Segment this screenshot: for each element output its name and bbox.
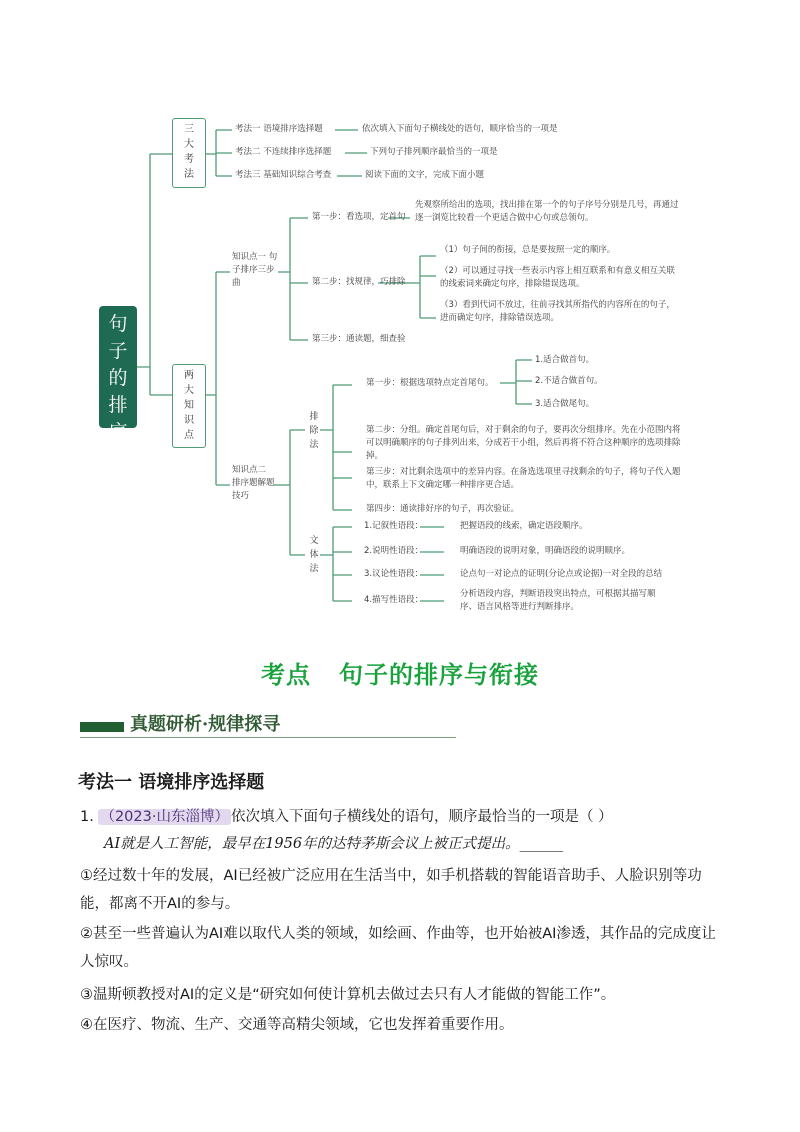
paichu-step2: 第二步：分组。确定首尾句后，对于剩余的句子，要再次分组排序。先在小范围内将可以明确顺序的句子排列出来，分成若干小组，然后再将不符合这种顺序的选项排除掉。 [366, 425, 681, 461]
kp1-label: 知识点一 句子排序三步曲 [232, 252, 278, 288]
wenti-label [307, 534, 321, 576]
question-stem: AI就是人工智能，最早在1956年的达特茅斯会议上被正式提出。______ [104, 836, 564, 852]
method3-desc: 阅读下面的文字，完成下面小题 [365, 170, 485, 180]
method3-name: 考法三 基础知识综合考查 [235, 170, 332, 180]
question-source: （2023·山东淄博） [100, 809, 229, 825]
label-char: 法 [309, 440, 319, 450]
label-char: 除 [309, 426, 319, 436]
title-part: 句子的排序与衔接 [339, 661, 539, 689]
wenti-item-name: 4.描写性语段： [364, 595, 424, 605]
wenti-item-desc: 明确语段的说明对象，明确语段的说明顺序。 [460, 546, 631, 556]
paichu-step3: 第三步：对比剩余选项中的差异内容。在备选选项里寻找剩余的句子，将句子代入题中，联系上下文确定哪一种排序更合适。 [366, 467, 681, 490]
root-char: 句 [108, 313, 128, 335]
label-char: 文 [309, 536, 319, 546]
root-char: 序 [108, 421, 128, 443]
branch-char: 三 [184, 124, 194, 135]
branch-char: 知 [184, 400, 194, 411]
option-1: ①经过数十年的发展，AI已经被广泛应用在生活当中，如手机搭载的智能语音助手、人脸识别等功能，都离不开AI的参与。 [80, 868, 702, 912]
label-char: 法 [309, 564, 319, 574]
branch-char: 识 [184, 415, 194, 426]
kp1-step2-note: （3）看到代词不放过，往前寻找其所指代的内容所在的句子，进而确定句序，排除错误选项。 [440, 300, 675, 323]
paichu-step1-sub: 2.不适合做首句。 [535, 376, 603, 386]
kp1-step1-desc: 先观察所给出的选项，找出排在第一个的句子序号分别是几号，再通过逐一浏览比较看一个更适合做中心句或总领句。 [415, 200, 679, 223]
branch-three-methods [172, 118, 206, 188]
option-3: ③温斯顿教授对AI的定义是“研究如何使计算机去做过去只有人才能做的智能工作”。 [80, 987, 616, 1003]
wenti-item-desc: 论点句一对论点的证明(分论点或论据)一对全段的总结 [460, 569, 663, 579]
question-number: 1. [80, 809, 94, 825]
question-header [80, 805, 613, 826]
branch-char: 考 [184, 154, 194, 165]
branch-char: 两 [184, 370, 194, 381]
kp2-label: 知识点二 排序题解题技巧 [232, 465, 275, 501]
method1-name: 考法一 语境排序选择题 [235, 124, 323, 134]
section-banner [80, 706, 460, 736]
paichu-step1: 第一步：根据选项特点定首尾句。 [366, 378, 494, 388]
root-char: 子 [108, 340, 128, 362]
paichu-label [307, 410, 321, 452]
title-part: 考点 [261, 661, 311, 689]
kp1-step2-name: 第二步：找规律，巧排除 [312, 277, 406, 287]
kp1-step3-name: 第三步：通读题，细查验 [312, 334, 406, 344]
option-4: ④在医疗、物流、生产、交通等高精尖领域，它也发挥着重要作用。 [80, 1017, 514, 1033]
label-char: 排 [309, 412, 319, 422]
banner-bar [80, 722, 124, 732]
kp1-step2-note: （1）句子间的衔接，总是要按照一定的顺序。 [440, 245, 616, 255]
root-char: 排 [108, 394, 128, 416]
branch-two-knowledge [172, 364, 206, 448]
page-title [0, 655, 800, 690]
branch-char: 大 [184, 385, 194, 396]
kp1-step2-note: （2）可以通过寻找一些表示内容上相互联系和有意义相互关联的线索词来确定句序，排除错误选项。 [440, 266, 675, 289]
mindmap-root [99, 306, 137, 443]
wenti-item-name: 3.议论性语段： [364, 569, 424, 579]
question-prompt: 依次填入下面句子横线处的语句，顺序最恰当的一项是（ ） [230, 809, 613, 825]
method2-desc: 下列句子排列顺序最恰当的一项是 [370, 147, 498, 157]
root-char: 的 [108, 367, 128, 389]
branch-char: 大 [184, 139, 194, 150]
method2-name: 考法二 不连续排序选择题 [235, 147, 332, 157]
wenti-item-desc: 分析语段内容，判断语段突出特点，可根据其描写顺序、语言风格等进行判断排序。 [460, 589, 656, 612]
wenti-item-desc: 把握语段的线索，确定语段顺序。 [460, 521, 588, 531]
wenti-item-name: 2.说明性语段： [364, 546, 424, 556]
option-2: ②甚至一些普遍认为AI难以取代人类的领域，如绘画、作曲等，也开始被AI渗透，其作品的完成度让人惊叹。 [80, 926, 716, 970]
wenti-item-name: 1.记叙性语段： [364, 521, 424, 531]
banner-text: 真题研析·规律探寻 [130, 714, 281, 735]
branch-char: 点 [184, 430, 194, 441]
paichu-step1-sub: 3.适合做尾句。 [535, 399, 595, 409]
banner-underline [80, 737, 456, 738]
paichu-step1-sub: 1.适合做首句。 [535, 355, 595, 365]
paichu-step4: 第四步：通读排好序的句子，再次验证。 [366, 504, 520, 514]
branch-char: 法 [184, 169, 194, 180]
method1-desc: 依次填入下面句子横线处的语句，顺序恰当的一项是 [362, 124, 558, 134]
label-char: 体 [309, 550, 319, 560]
kp1-step1-name: 第一步：看选项，定首句 [312, 212, 406, 222]
section-heading: 考法一 语境排序选择题 [78, 772, 265, 793]
